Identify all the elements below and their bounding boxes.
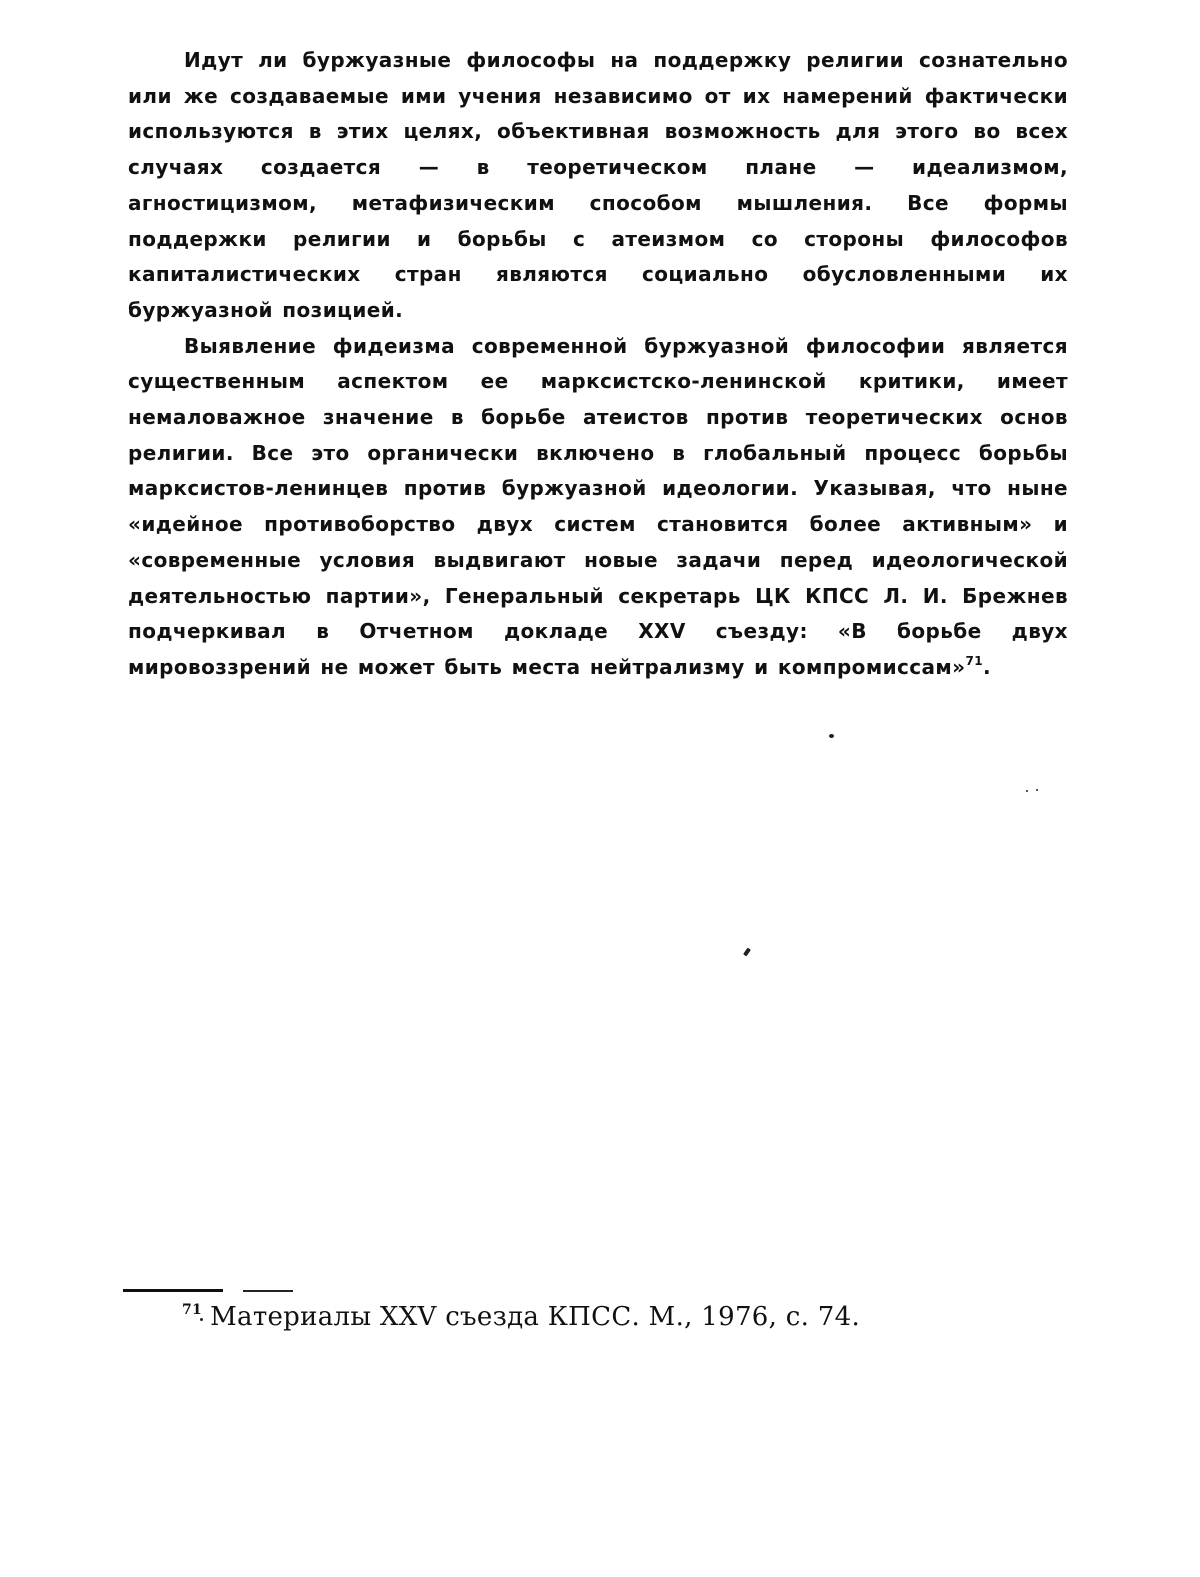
footnote-rule-segment <box>243 1290 293 1292</box>
footnote-number: 71 <box>182 1302 203 1318</box>
footnote-rule-segment <box>123 1289 223 1292</box>
scan-speck <box>743 948 751 957</box>
scan-speck <box>1036 789 1038 791</box>
scan-speck <box>200 1318 203 1321</box>
paragraph-2 <box>128 329 1068 689</box>
paragraph-2-end: . <box>982 654 991 679</box>
paragraph-2-text: Выявление фидеизма современной буржуазной философии является существенным аспектом ее марксистско-ленинской критики, имеет немаловажное значение в борьбе атеистов против теоретических основ религии. Все это органически включено в глобальный процесс борьбы марксистов-ленинцев против буржуазной идеологии. Указывая, что ныне «идейное противоборство двух систем становится более активным» и «современные условия выдвигают новые задачи перед идеологической деятельностью партии», Генеральный секретарь ЦК КПСС Л. И. Брежнев подчеркивал в Отчетном докладе XXV съезду: «В борьбе двух мировоззрений не может быть места нейтрализму и компромиссам» <box>128 333 1068 679</box>
paragraph-1: Идут ли буржуазные философы на поддержку религии сознательно или же создаваемые ими учения независимо от их намерений фактически используются в этих целях, объективная возможность для этого во всех случаях создается — в теоретическом плане — идеализмом, агностицизмом, метафизическим способом мышления. Все формы поддержки религии и борьбы с атеизмом со стороны философов капиталистических стран являются социально обусловленными их буржуазной позицией. <box>128 48 1068 322</box>
scan-speck <box>1026 790 1028 792</box>
scan-speck <box>829 734 834 738</box>
footnote-reference: 71 <box>965 653 983 668</box>
footnote-text: Материалы XXV съезда КПСС. М., 1976, с. 74. <box>210 1302 861 1332</box>
footnote <box>182 1302 982 1332</box>
body-text <box>128 43 1068 689</box>
footnote-separator-rule <box>123 1289 293 1299</box>
